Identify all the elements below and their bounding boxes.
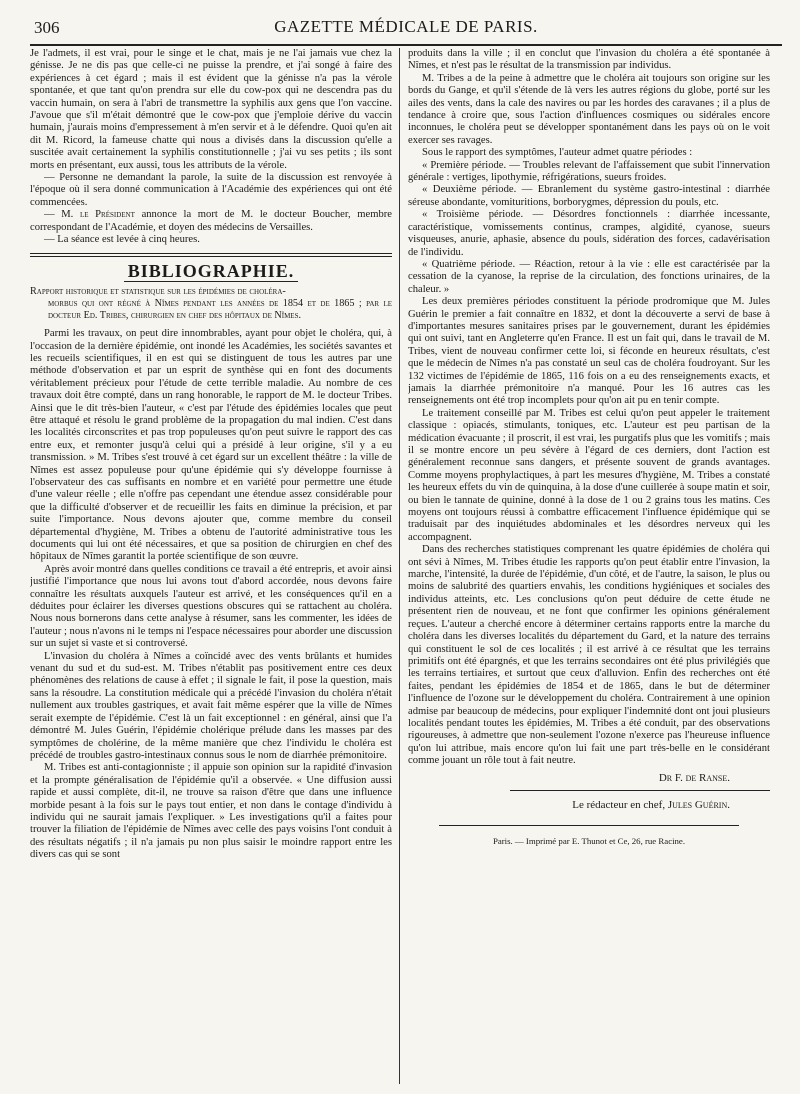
section-separator — [30, 253, 392, 257]
period-item: « Quatrième période. — Réaction, retour à la vie : elle est caractérisée par la cessation de la cyanose, la reprise de la circulation, des fonctions urinaires, de la chaleur. » — [408, 258, 770, 295]
section-title-text: BIBLIOGRAPHIE. — [124, 261, 299, 282]
book-reference-line: Rapport historique et statistique sur les épidémies de choléra- — [30, 285, 286, 297]
review-paragraph: Parmi les travaux, on peut dire innombrables, ayant pour objet le choléra, qui, à l'occasion de la dernière épidémie, ont inondé les Académies, les sociétés savantes et les recueils scientifiques, il en est qui se distinguent de tous les autres par une méthode d'observation et par un esprit de synthèse qui en font des documents véritablement précieux pour l'étude de cette terrible maladie. Au nombre de ces travaux doit être compté, dans un rang honorable, le rapport de M. le docteur Tribes. Ainsi que le dit très-bien l'auteur, « c'est par l'étude des épidémies locales que peut être attaqué et résolu le grand problème de la propagation du mal indien. C'est dans les localités circonscrites et pas trop populeuses qu'on peut suivre le rapport des cas entre eux, et remonter jusqu'à celui qui a présidé à leur origine, s'il y a eu transmission. » M. Tribes s'est trouvé à cet égard sur un excellent théâtre : la ville de Nîmes est assez populeuse pour qu'une épidémie qui s'y développe fournisse à l'observateur des cas suffisants en nombre et en variété pour permettre une étude d'une valeur réelle ; elle n'offre pas cependant une étendue assez considérable pour que la difficulté d'observer et de recueillir les faits en diminue la précision, et par suite l'importance. Nous devons ajouter que, comme membre du conseil départemental d'hygiène, M. Tribes a obtenu de l'autorité administrative tous les documents qui lui ont été nécessaires, et que sa position de chirurgien en chef des hôpitaux de Nîmes garantit la portée scientifique de son œuvre. — [30, 328, 392, 563]
periods-intro: Sous le rapport des symptômes, l'auteur admet quatre périodes : — [422, 147, 693, 159]
review-paragraph: M. Tribes a de la peine à admettre que le choléra ait toujours son origine sur les bords du Gange, et qu'il s'étende de là vers les autres régions du globe, porté sur les ailes des vents, dans la cale des navires ou par les hordes des caravanes ; il a plus de tendance à croire que, sous l'action d'influences cosmiques ou sidérales encore inconnues, le choléra peut se développer spontanément dans les pays où on le voit exercer ses ravages. — [408, 72, 770, 146]
column-divider — [399, 48, 400, 1084]
page-header — [30, 14, 782, 46]
author-signature: Dr F. de Ranse. — [658, 771, 730, 784]
intro-paragraph: — Personne ne demandant la parole, la suite de la discussion est renvoyée à l'époque où il sera donné communication à l'Académie des expériences qui ont été commencées. — [30, 172, 392, 208]
session-closing: — La séance est levée à cinq heures. — [44, 234, 200, 246]
review-paragraph: L'invasion du choléra à Nîmes a coïncidé avec des vents brûlants et humides venant du sud et du sud-est. M. Tribes n'établit pas positivement entre ces deux phénomènes des relations de cause à effet ; il signale le fait, il pose la question, mais sans la résoudre. La constitution médicale qui a précédé l'invasion du choléra n'était nullement aux troubles gastriques, et avait fait même espérer que la ville de Nîmes serait exempte de l'épidémie. C'est là un fait exceptionnel : en général, ainsi que l'a démontré M. Jules Guérin, l'épidémie cholérique prélude dans les masses par des symptômes de cholérine, de la même manière que chez l'individu le choléra est précédé de troubles gastro-intestinaux connus sous le nom de diarrhée prémonitoire. — [30, 650, 392, 761]
printer-imprint: Paris. — Imprimé par E. Thunot et Ce, 26, rue Racine. — [492, 835, 686, 846]
review-paragraph: produits dans la ville ; il en conclut que l'invasion du choléra a été spontanée à Nîmes, et n'est pas le résultat de la transmission par individus. — [408, 48, 770, 72]
page-number: 306 — [34, 18, 60, 37]
book-reference-continuation: morbus qui ont régné à Nîmes pendant les années de 1854 et de 1865 ; par le docteur Ed. Tribes, chirurgien en chef des hôpitaux de Nîmes. — [48, 297, 392, 321]
review-paragraph: Les deux premières périodes constituent la période prodromique que M. Jules Guérin le premier a fait connaître en 1832, et dont la découverte a servi de base à d'importantes mesures sanitaires prises par le gouvernement, durant les épidémies qui ont suivi, tant en Angleterre qu'en France. Il est un fait qui, dans le travail de M. Tribes, vient de nouveau confirmer cette loi, si féconde en heureux résultats, c'est que le médecin de Nîmes n'a pas constaté un seul cas de choléra foudroyant. Sur les 132 victimes de l'épidémie de 1865, 116 fois on a eu des renseignements exacts, et jamais la diarrhée prémonitoire n'a manqué. Pour les 16 autres cas les renseignements ont été trop incomplets pour qu'on ait pu en tenir compte. — [408, 296, 770, 407]
period-item: « Première période. — Troubles relevant de l'affaissement que subit l'innervation générale : vertiges, lipothymie, réfrigérations, sueurs froides. — [408, 159, 770, 184]
editor-prefix: Le rédacteur en chef, — [572, 798, 666, 811]
section-title — [30, 261, 392, 282]
body-columns — [30, 48, 782, 1084]
imprint-rule — [439, 825, 739, 826]
review-paragraph: Le traitement conseillé par M. Tribes est celui qu'on peut appeler le traitement classique : opiacés, stimulants, toniques, etc. L'auteur est peu partisan de la médication évacuante ; il proscrit, il est vrai, les purgatifs plus que les vomitifs ; mais il se montre encore un peu sévère à l'égard de ces derniers, dont l'action est généralement reconnue sans dangers, et présente souvent de grands avantages. Comme moyens prophylactiques, à part les mesures d'hygiène, M. Tribes a constaté les heureux effets du vin de quinquina, à la dose d'une cuillerée à soupe matin et soir, ou bien le tannate de quinine, donné à la dose de 1 ou 2 grains tous les matins. Ces moyens ont toujours réussi à combattre efficacement l'influence épidémique qui se traduisait par des inquiétudes abdominales et les désordres nerveux qui les accompagnent. — [408, 407, 770, 543]
editor-name: Jules Guérin. — [667, 798, 730, 811]
left-column — [30, 48, 392, 1084]
book-reference — [30, 286, 392, 323]
newspaper-page — [30, 14, 782, 1084]
period-item: « Troisième période. — Désordres fonctionnels : diarrhée incessante, caractéristique, vomissements continus, crampes, algidité, cyanose, sueurs visqueuses, anurie, aphasie, absence du pouls, sidération des forces, cadavérisation de l'individu. — [408, 209, 770, 258]
running-title: GAZETTE MÉDICALE DE PARIS. — [274, 17, 538, 36]
editor-credit — [408, 799, 770, 811]
right-column — [408, 48, 770, 1084]
president-announcement — [30, 209, 392, 234]
signature-rule — [510, 790, 770, 791]
period-item: « Deuxième période. — Ebranlement du système gastro-intestinal : diarrhée séreuse abondante, vomituritions, borborygmes, dépression du pouls, etc. — [408, 184, 770, 208]
review-paragraph: Dans des recherches statistiques comprenant les quatre épidémies de choléra qui ont sévi à Nîmes, M. Tribes étudie les rapports qu'on peut établir entre l'invasion, la marche, l'intensité, la durée de l'épidémie, d'un côté, et de l'autre, la saison, le plus ou moins de salubrité des quartiers envahis, les conditions hygiéniques et sociales des individus atteints, etc. Les conclusions qu'on peut déduire de cette étude ne présentent rien de nouveau, et ne font que confirmer les opinions généralement reçues. L'auteur a cherché encore à déterminer certains rapports entre la marche du choléra dans les diverses localités du département du Gard, et la nature des terrains qui constituent le sol de ces localités ; il est arrivé à ce résultat que les terrains primitifs ont été épargnés, et que les terrains secondaires ont été plus privilégiés que les terrains tertiaires, et surtout que ceux d'alluvion. Enfin des recherches ont été faites, pendant les épidémies de 1854 et de 1865, dans le but de déterminer l'influence de l'ozone sur le développement du choléra. Contrairement à une opinion admise par beaucoup de médecins, pour expliquer l'indemnité dont ont joui plusieurs localités pendant toutes les épidémies, M. Tribes a été conduit, par des observations rigoureuses, à admettre que non-seulement l'ozone n'exerce pas l'heureuse influence qu'on lui attribue, mais encore qu'on lui fait une part très-belle en le considérant comme jouant un rôle tout à fait neutre. — [408, 544, 770, 767]
president-label: le Président — [79, 209, 135, 221]
review-paragraph: Après avoir montré dans quelles conditions ce travail a été entrepris, et avoir ainsi justifié l'importance que nous lui avons tout d'abord accordée, nous devons faire connaître les résultats auxquels l'auteur est arrivé, et les conséquences qu'il en a déduites pour éclairer les diverses questions obscures qui se rattachent au choléra. Nous nous bornerons dans cette analyse à résumer, sans les commenter, les idées de l'auteur ; nous n'avons ni le temps ni l'espace nécessaires pour aborder une discussion sur un sujet si vaste et si controversé. — [30, 563, 392, 650]
intro-paragraph: Je l'admets, il est vrai, pour le singe et le chat, mais je ne l'ai jamais vue chez la génisse. Je ne dis pas que celle-ci ne puisse la prendre, et j'ai songé à faire des expériences à cet égard ; mais il est évident que la génisse n'a pas la vérole spontanée, et que tant qu'on prendra sur elle du cow-pox qui ne descendra pas du vaccin humain, on sera à l'abri de transmettre la syphilis aux gens que l'on vaccine. J'avoue que s'il m'était démontré que le cow-pox que j'emploie dérive du vaccin humain, j'aurais moins d'empressement à m'en servir et à le défendre. Quoi qu'en ait dit M. Ricord, la fameuse chatte qui nous a divisés dans la discussion qu'elle a suscitée avait certainement la syphilis constitutionnelle ; j'ai vu ses petits ; ils sont morts en présentant, eux aussi, tous les attributs de la vérole. — [30, 48, 392, 171]
review-paragraph: M. Tribes est anti-contagionniste ; il appuie son opinion sur la rapidité d'invasion et la prompte généralisation de l'épidémie qu'il a observée. « Une diffusion aussi rapide et aussi complète, dit-il, ne trouve sa raison d'être que dans une influence morbide pesant à la fois sur le pays tout entier, et non dans le contage d'individu à individu qui ne saurait jamais l'expliquer. » Les investigations qu'il a faites pour trouver la filiation de l'épidémie de Nîmes avec celle des pays voisins l'ont conduit à des résultats négatifs ; il n'a jamais pu non plus saisir le moindre rapport entre les divers cas qui se sont — [30, 762, 392, 861]
announcement-text: annonce la mort de M. le docteur Boucher, membre correspondant de l'Académie, et doyen des médecins de Versailles. — [30, 209, 392, 233]
announcement-prefix: — M. — [44, 209, 74, 221]
